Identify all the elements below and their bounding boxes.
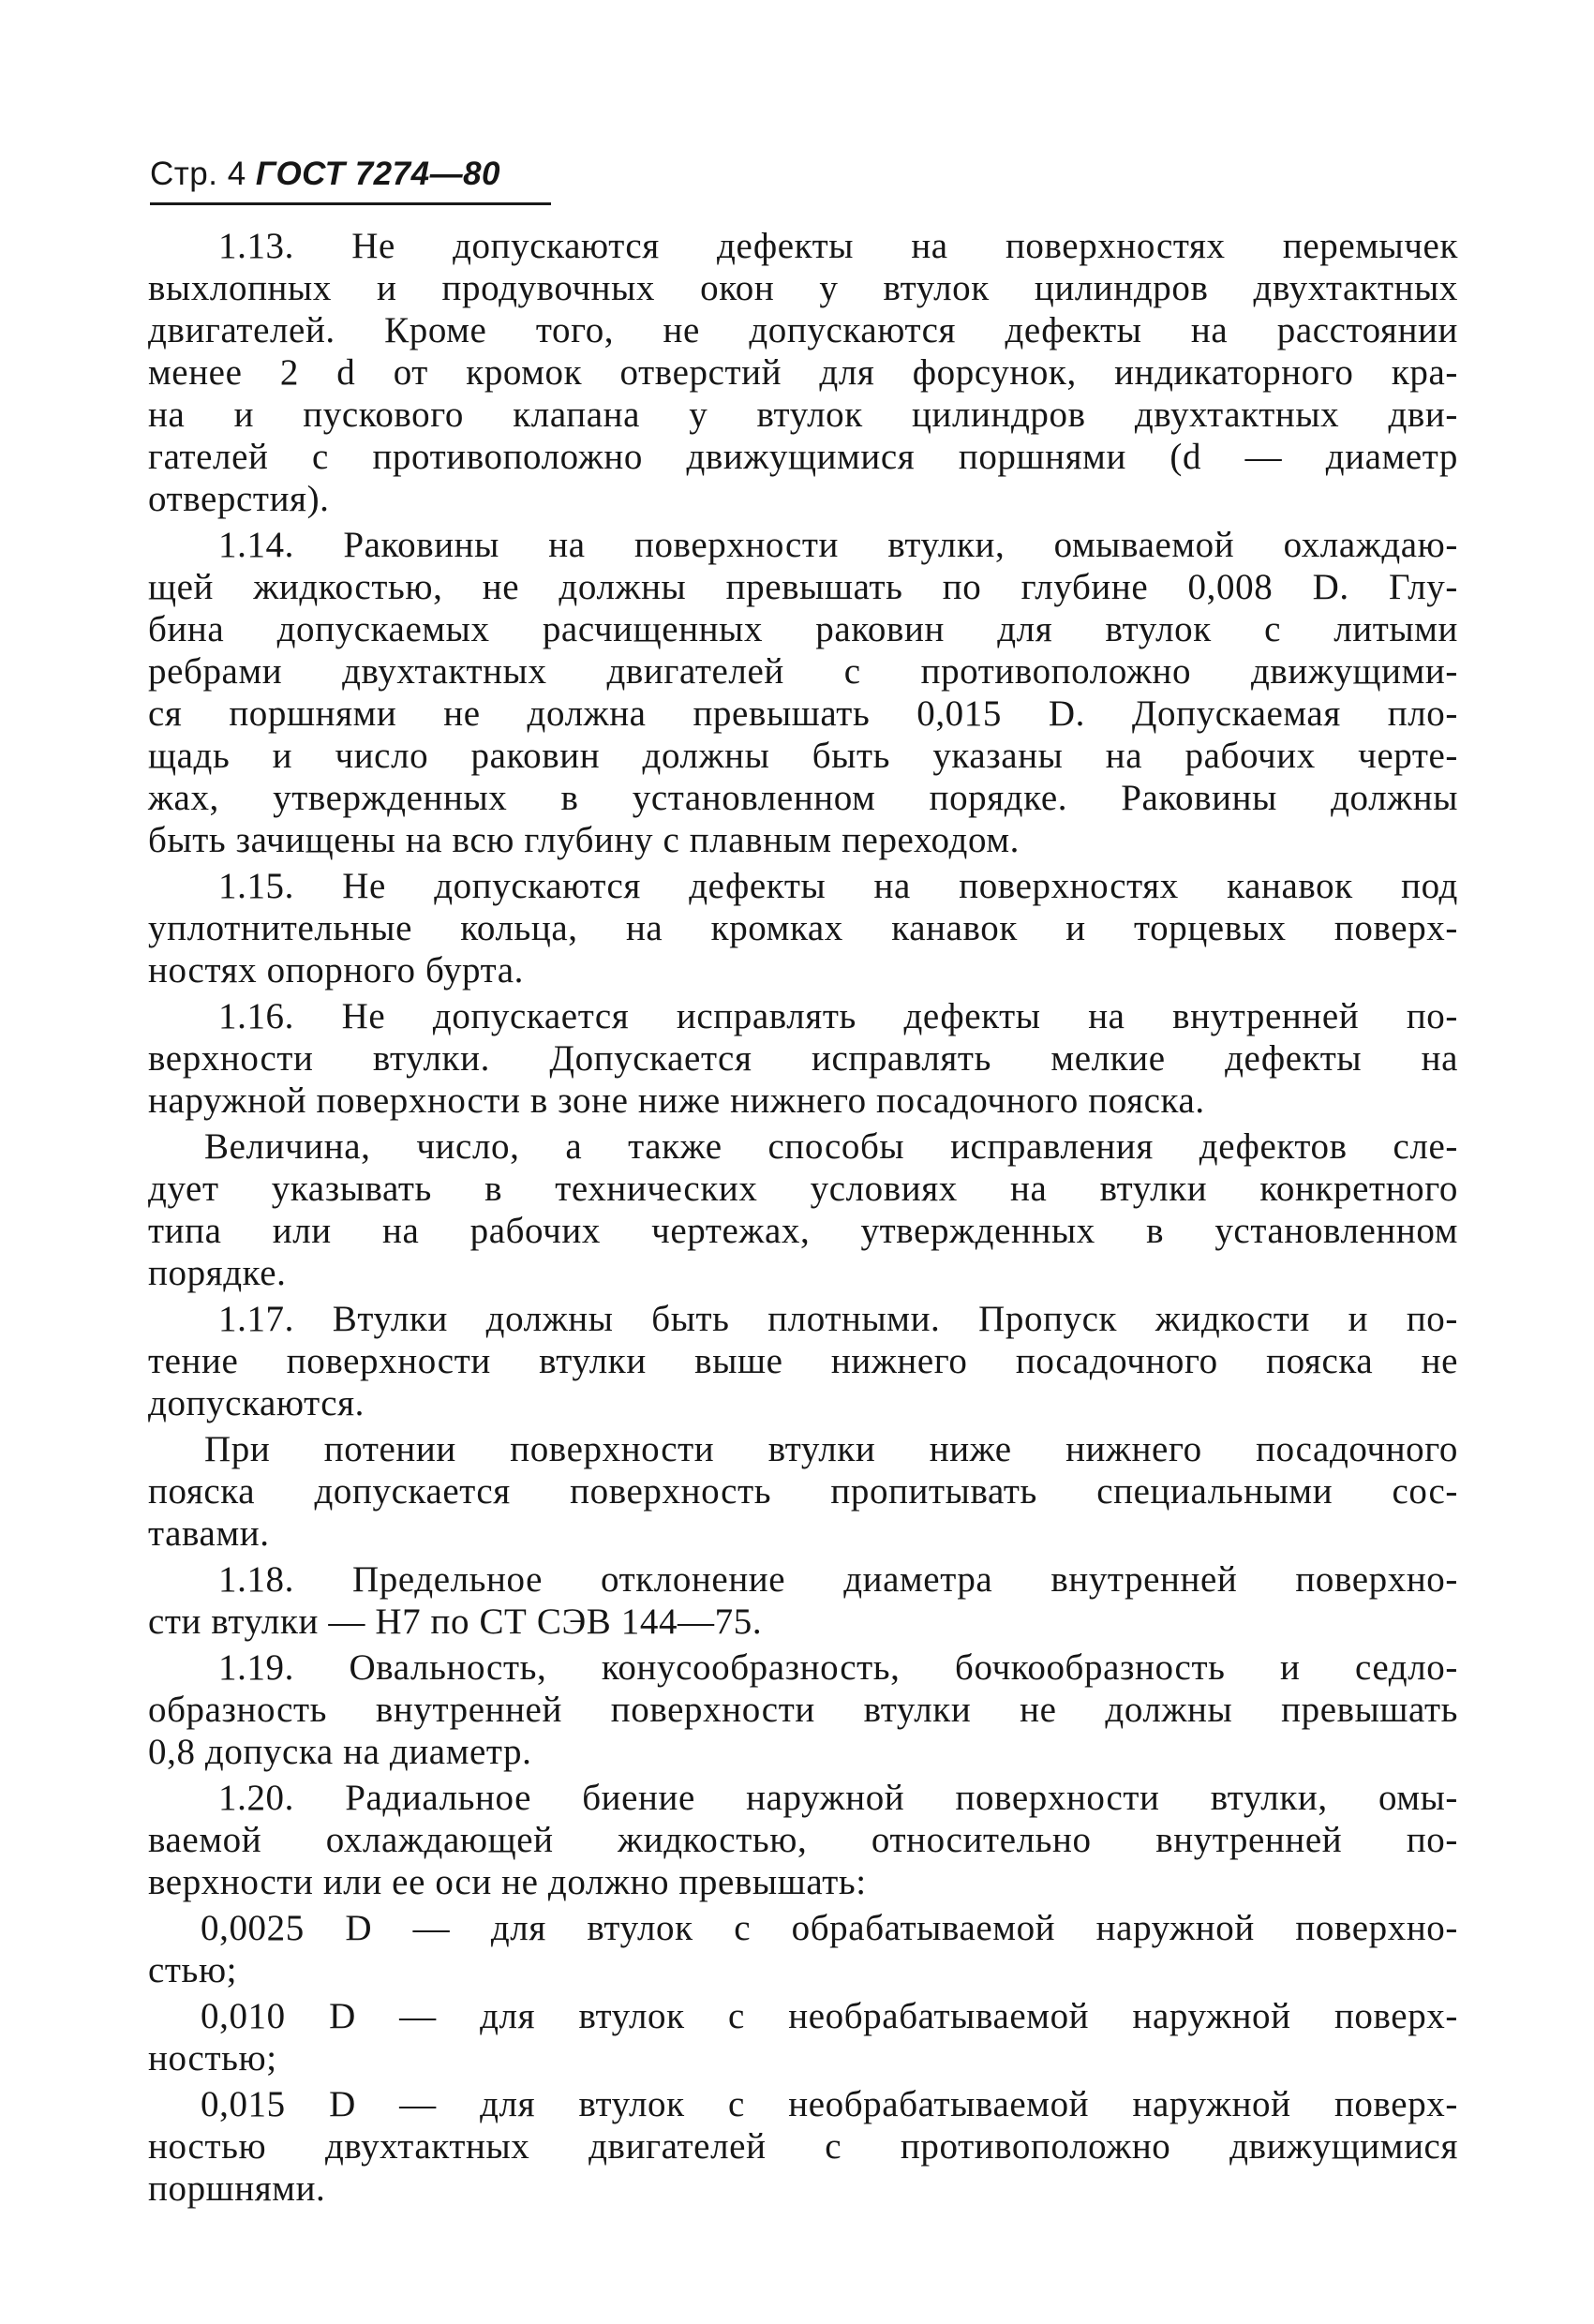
text-line: гателей с противоположно движущимися поршнями (d — диаметр [148,437,1458,477]
paragraph-p1-16b [148,1125,1458,1294]
text-line: ваемой охлаждающей жидкостью, относительно внутренней по- [148,1820,1458,1860]
text-line: допускаются. [148,1383,365,1423]
text-line: быть зачищены на всю глубину с плавным переходом. [148,820,1020,860]
text-line: на и пускового клапана у втулок цилиндров двухтактных дви- [148,395,1458,435]
text-line: 1.17. Втулки должны быть плотными. Пропуск жидкости и по- [218,1299,1458,1339]
text-line: типа или на рабочих чертежах, утвержденных в установленном [148,1211,1458,1251]
text-line: верхности втулки. Допускается исправлять мелкие дефекты на [148,1038,1458,1079]
header-rule [150,202,551,205]
paragraph-p1-20b [148,1995,1458,2079]
paragraph-p1-14 [148,524,1458,861]
text-line: отверстия). [148,479,330,519]
text-line: порядке. [148,1253,287,1293]
text-line: щей жидкостью, не должны превышать по глубине 0,008 D. Глу- [148,567,1458,607]
text-line: 1.19. Овальность, конусообразность, бочкообразность и седло- [218,1647,1458,1688]
paragraph-p1-18 [148,1558,1458,1643]
text-line: 0,015 D — для втулок с необрабатываемой наружной поверх- [201,2084,1458,2124]
document-body [148,225,1458,2213]
text-line: При потении поверхности втулки ниже нижнего посадочного [204,1429,1458,1469]
text-line: Величина, число, а также способы исправления дефектов сле- [204,1126,1458,1167]
text-line: 1.20. Радиальное биение наружной поверхности втулки, омы- [218,1778,1458,1818]
text-line: бина допускаемых расчищенных раковин для втулок с литыми [148,609,1458,649]
text-line: поршнями. [148,2168,326,2209]
text-line: тавами. [148,1513,270,1554]
text-line: пояска допускается поверхность пропитывать специальными сос- [148,1471,1458,1512]
text-line: тение поверхности втулки выше нижнего посадочного пояска не [148,1341,1458,1381]
text-line: двигателей. Кроме того, не допускаются дефекты на расстоянии [148,310,1458,350]
text-line: ностью двухтактных двигателей с противоположно движущимися [148,2126,1458,2167]
text-line: ся поршнями не должна превышать 0,015 D. Допускаемая пло- [148,693,1458,734]
text-line: 0,8 допуска на диаметр. [148,1732,532,1772]
text-line: дует указывать в технических условиях на втулки конкретного [148,1169,1458,1209]
text-line: ребрами двухтактных двигателей с противоположно движущими- [148,651,1458,692]
text-line: ностью; [148,2038,277,2078]
text-line: щадь и число раковин должны быть указаны на рабочих черте- [148,736,1458,776]
text-line: стью; [148,1950,238,1990]
text-line: 1.13. Не допускаются дефекты на поверхностях перемычек [218,226,1458,266]
page-header [150,156,500,193]
text-line: 0,010 D — для втулок с необрабатываемой наружной поверх- [201,1996,1458,2036]
text-line: 1.18. Предельное отклонение диаметра внутренней поверхно- [218,1559,1458,1600]
text-line: верхности или ее оси не должно превышать: [148,1862,867,1902]
paragraph-p1-16 [148,995,1458,1122]
text-line: образность внутренней поверхности втулки не должны превышать [148,1690,1458,1730]
text-line: менее 2 d от кромок отверстий для форсунок, индикаторного кра- [148,352,1458,393]
document-number: ГОСТ 7274—80 [255,156,501,192]
paragraph-p1-20a [148,1907,1458,1991]
paragraph-p1-17 [148,1298,1458,1424]
text-line: жах, утвержденных в установленном порядке. Раковины должны [148,778,1458,818]
text-line: 1.16. Не допускается исправлять дефекты на внутренней по- [218,996,1458,1036]
paragraph-p1-15 [148,865,1458,991]
paragraph-p1-19 [148,1646,1458,1773]
text-line: 1.15. Не допускаются дефекты на поверхностях канавок под [218,866,1458,906]
paragraph-p1-13 [148,225,1458,520]
text-line: сти втулки — Н7 по СТ СЭВ 144—75. [148,1601,763,1642]
text-line: 1.14. Раковины на поверхности втулки, омываемой охлаждаю- [218,525,1458,565]
paragraph-p1-17b [148,1428,1458,1555]
paragraph-p1-20 [148,1777,1458,1903]
text-line: уплотнительные кольца, на кромках канавок и торцевых поверх- [148,908,1458,948]
text-line: наружной поверхности в зоне ниже нижнего посадочного пояска. [148,1080,1205,1121]
paragraph-gap [148,2210,1458,2213]
text-line: выхлопных и продувочных окон у втулок цилиндров двухтактных [148,268,1458,308]
text-line: ностях опорного бурта. [148,950,525,991]
text-line: 0,0025 D — для втулок с обрабатываемой наружной поверхно- [201,1908,1458,1948]
paragraph-p1-20c [148,2083,1458,2210]
page-label: Стр. 4 [150,156,246,192]
